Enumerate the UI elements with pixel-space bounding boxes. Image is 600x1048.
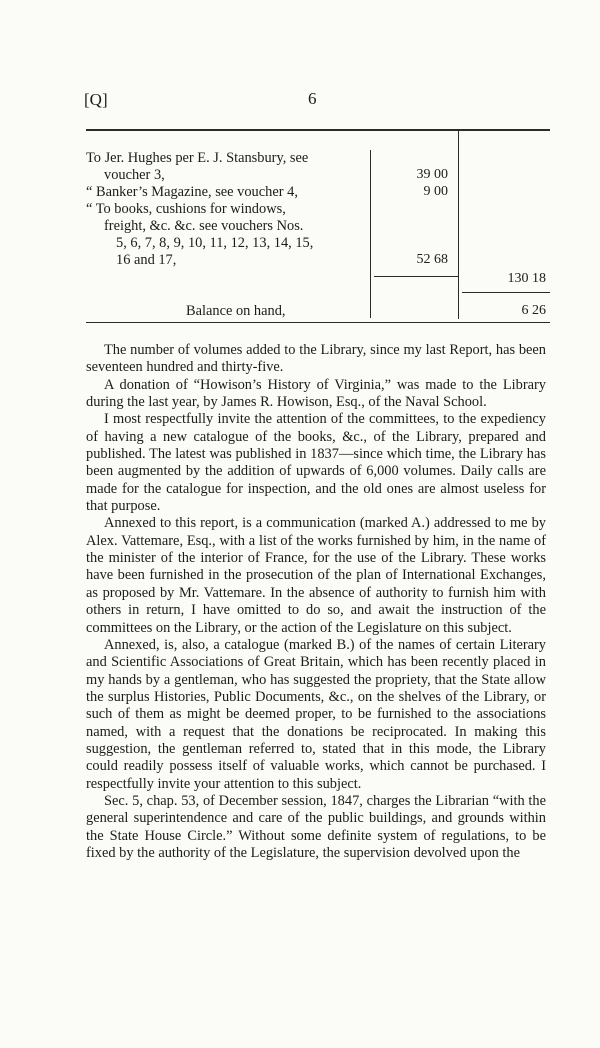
amount-cell: 39 00 [416,167,448,182]
total-amount: 130 18 [507,271,546,286]
column-separator-right [458,131,459,319]
balance-amount: 6 26 [521,303,546,318]
top-rule [86,129,550,131]
account-line: 5, 6, 7, 8, 9, 10, 11, 12, 13, 14, 15, [116,235,314,251]
paragraph: I most respectfully invite the attention of the committees, to the expediency of having a new catalogue of the books, &c., of the Library, prepared and published. The latest was published in 1837—since which time, the Library has been augmented by the addition of upwards of 6,000 volumes. Daily calls are made for the catalogue for inspection, and the old ones are almost useless for that purpose. [86,411,546,515]
subtotal-rule [374,276,458,277]
amount-cell: 52 68 [416,252,448,267]
account-line: “ Banker’s Magazine, see voucher 4, [86,184,298,200]
paragraph: Annexed to this report, is a communication (marked A.) addressed to me by Alex. Vattemare, Esq., with a list of the works furnished by him, in the name of the minister of the interior of France, for the use of the Library. These works have been furnished in the prosecution of the plan of International Exchanges, as proposed by Mr. Vattemare. In the absence of authority to furnish him with others in return, I have omitted to do so, and await the instruction of the committees on the Library, or the action of the Legislature on this subject. [86,515,546,636]
page-number: 6 [308,89,317,108]
account-line: To Jer. Hughes per E. J. Stansbury, see [86,150,309,166]
account-line: voucher 3, [104,167,165,183]
bottom-rule [86,322,550,323]
amount-cell: 9 00 [423,184,448,199]
section-mark: [Q] [84,90,108,109]
account-line: “ To books, cushions for windows, [86,201,286,217]
column-separator-left [370,150,371,318]
paragraph: Annexed, is, also, a catalogue (marked B.) of the names of certain Literary and Scientific Associations of Great Britain, which has been recently placed in my hands by a gentleman, who has suggested the propriety, that the State allow the surplus Histories, Public Documents, &c., on the shelves of the Library, or such of them as might be deemed proper, to be furnished to the associations named, with a request that the donations be reciprocated. In making this suggestion, the gentleman referred to, stated that in this mode, the Library could readily possess itself of valuable works, which cannot be purchased. I respectfully invite your attention to this subject. [86,636,546,792]
paragraph: Sec. 5, chap. 53, of December session, 1847, charges the Librarian “with the general superintendence and care of the public buildings, and grounds within the State House Circle.” Without some definite system of regulations, to be fixed by the authority of the Legislature, the supervision devolved upon the [86,792,546,861]
paragraph: The number of volumes added to the Library, since my last Report, has been seventeen hundred and thirty-five. [86,342,546,376]
paragraph: A donation of “Howison’s History of Virginia,” was made to the Library during the last year, by James R. Howison, Esq., of the Naval School. [86,376,546,411]
total-rule [462,292,550,293]
account-line: freight, &c. &c. see vouchers Nos. [104,218,304,234]
report-body [86,342,546,862]
account-line: 16 and 17, [116,252,177,268]
balance-label: Balance on hand, [186,303,286,319]
